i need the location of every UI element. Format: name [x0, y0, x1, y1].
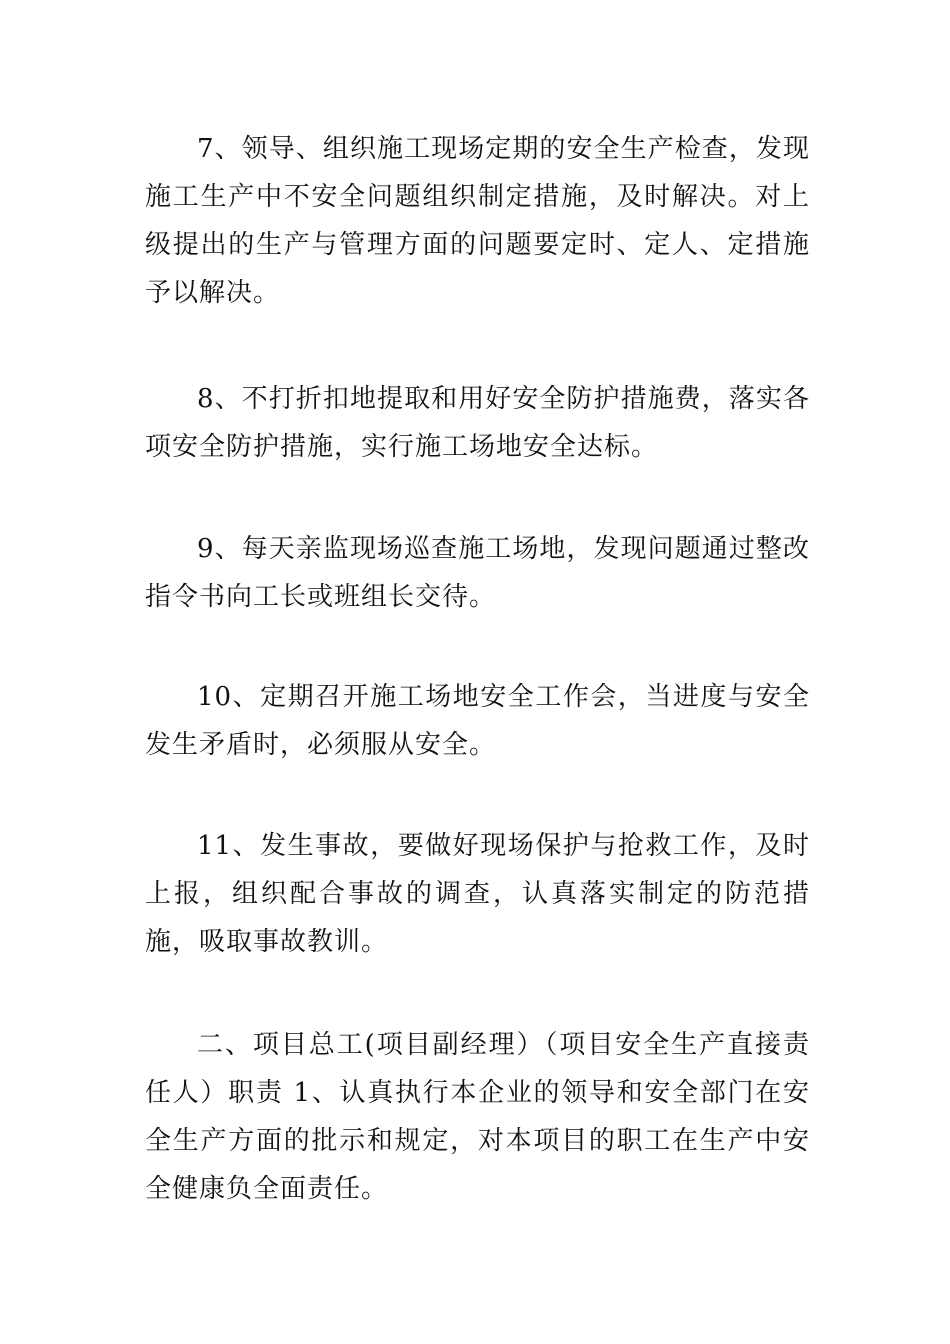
- paragraph-item-8: 8、不打折扣地提取和用好安全防护措施费，落实各项安全防护措施，实行施工场地安全达标。: [145, 384, 810, 462]
- paragraph-item-9: 9、每天亲监现场巡查施工场地，发现问题通过整改指令书向工长或班组长交待。: [145, 534, 810, 612]
- paragraph-item-7: 7、领导、组织施工现场定期的安全生产检查，发现施工生产中不安全问题组织制定措施，及时解决。对上级提出的生产与管理方面的问题要定时、定人、定措施予以解决。: [145, 134, 810, 308]
- paragraph-item-11: 11、发生事故，要做好现场保护与抢救工作，及时上报，组织配合事故的调查，认真落实制定的防范措施，吸取事故教训。: [145, 831, 810, 957]
- paragraph-item-10: 10、定期召开施工场地安全工作会，当进度与安全发生矛盾时，必须服从安全。: [145, 682, 810, 760]
- section-heading-paragraph: 二、项目总工(项目副经理）（项目安全生产直接责任人）职责 1、认真执行本企业的领导和安全部门在安全生产方面的批示和规定，对本项目的职工在生产中安全健康负全面责任。: [145, 1030, 810, 1204]
